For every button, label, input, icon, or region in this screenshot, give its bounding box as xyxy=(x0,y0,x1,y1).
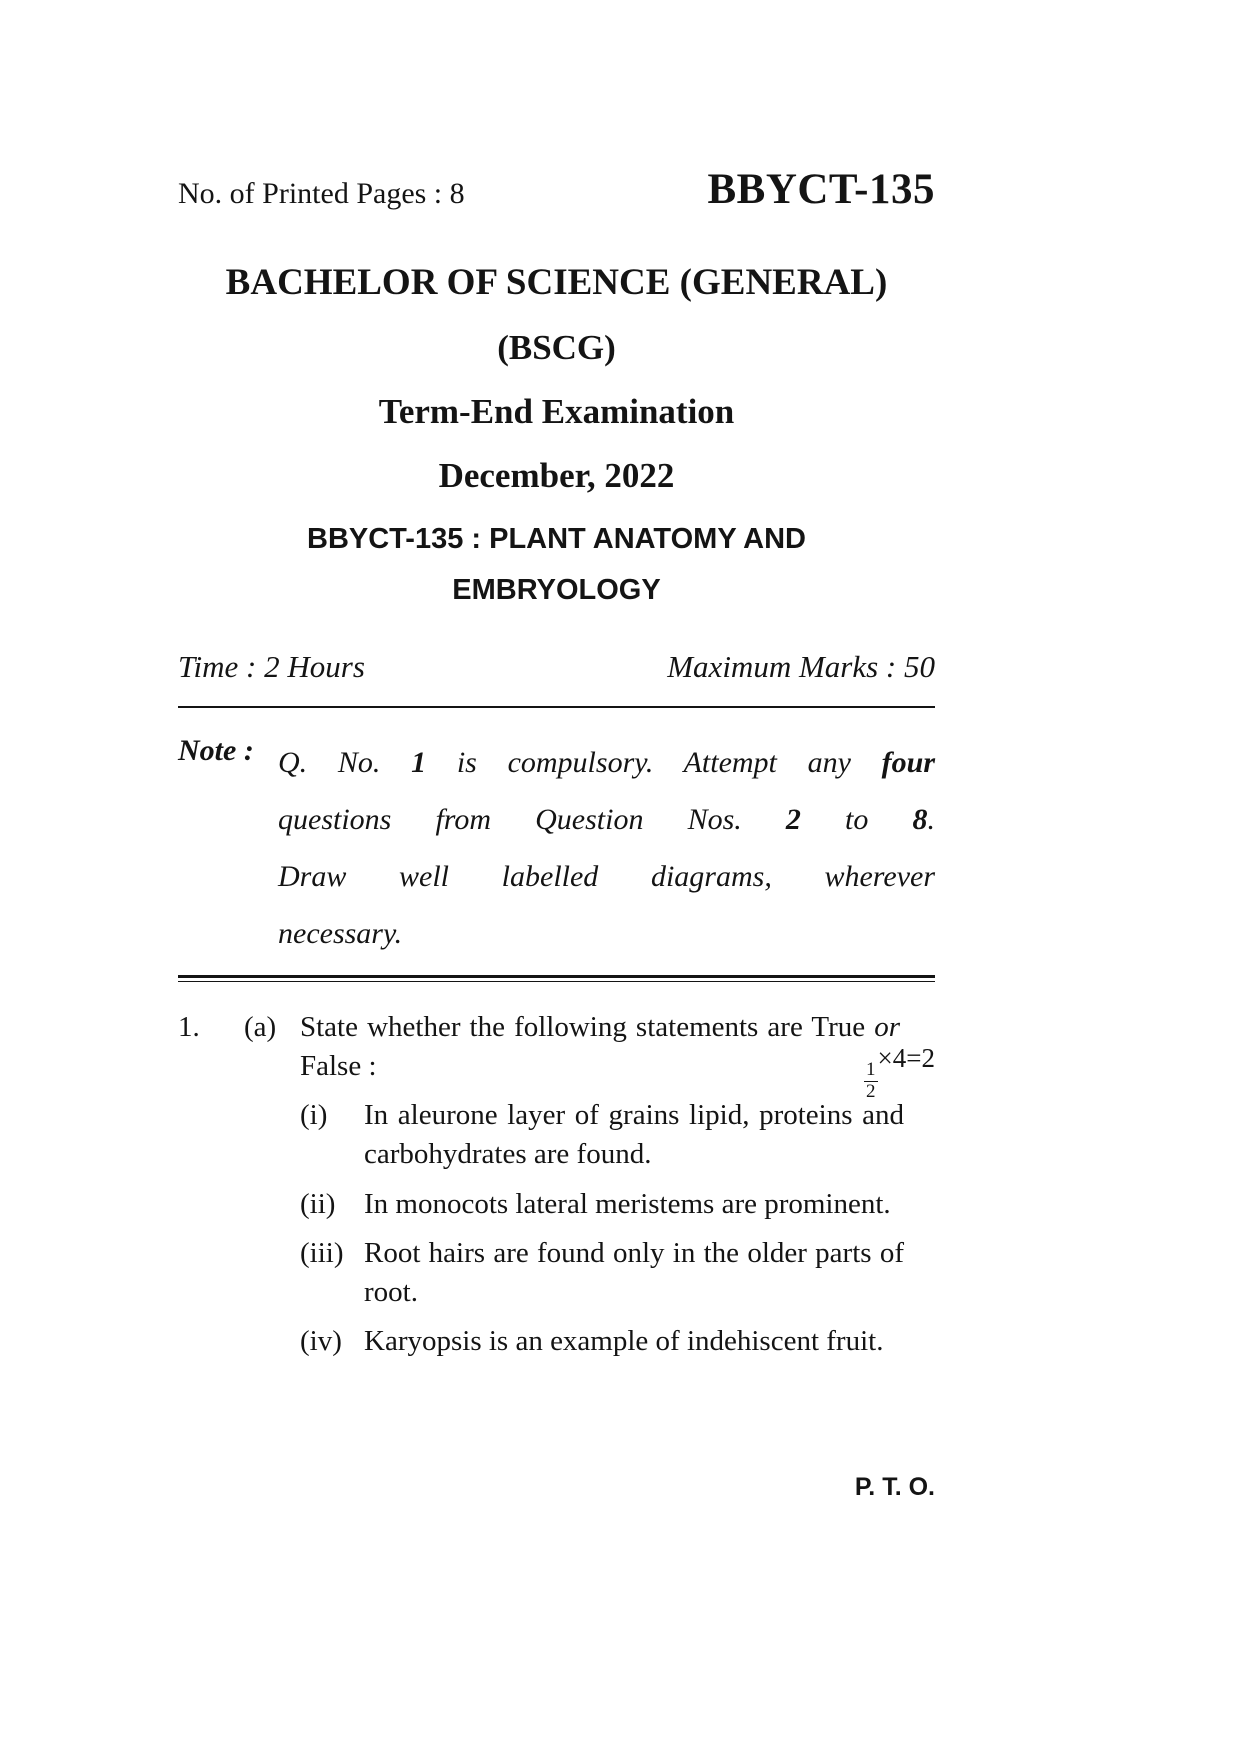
note-line-1 xyxy=(278,734,935,791)
note-body xyxy=(278,734,935,962)
fraction-denominator: 2 xyxy=(866,1080,876,1102)
note-text: is compulsory. Attempt any xyxy=(426,746,882,779)
time-allowed: Time : 2 Hours xyxy=(178,649,365,684)
question-text-italic: or xyxy=(874,1011,900,1043)
note-block xyxy=(178,734,935,962)
statement-item xyxy=(300,1096,935,1174)
statement-text: Karyopsis is an example of indehiscent fruit. xyxy=(364,1324,884,1357)
note-text: Q. No. xyxy=(278,746,412,779)
exam-session: December, 2022 xyxy=(438,456,675,495)
maximum-marks: Maximum Marks : 50 xyxy=(667,649,935,684)
question-text: State whether the following statements are True xyxy=(300,1011,875,1043)
note-text-bold: 2 xyxy=(785,803,801,836)
statement-text: In aleurone layer of grains lipid, proteins and carbohydrates are found. xyxy=(364,1099,904,1171)
exam-meta-row xyxy=(178,649,935,685)
horizontal-rule xyxy=(178,706,935,708)
question-text: False : xyxy=(300,1050,377,1083)
statement-label: (iv) xyxy=(300,1324,342,1357)
question-part-body xyxy=(300,1008,935,1361)
statement-label: (i) xyxy=(300,1099,328,1132)
page-turn-over-note: P. T. O. xyxy=(854,1473,935,1501)
question-1 xyxy=(178,1008,935,1361)
exam-title: Term-End Examination xyxy=(378,392,735,431)
degree-abbreviation: (BSCG) xyxy=(497,328,616,367)
note-text: to xyxy=(800,803,913,836)
subject-title-line-1: BBYCT-135 : PLANT ANATOMY AND xyxy=(307,523,806,555)
subject-title-line-2: EMBRYOLOGY xyxy=(452,574,661,606)
statement-item xyxy=(300,1234,935,1312)
statement-label: (ii) xyxy=(300,1187,336,1220)
title-block xyxy=(178,264,935,605)
note-text-bold: 8 xyxy=(912,803,928,836)
statement-item xyxy=(300,1322,935,1361)
note-line-3: Draw well labelled diagrams, wherever xyxy=(278,860,935,893)
statement-text: In monocots lateral meristems are prominent. xyxy=(364,1187,891,1220)
fraction-numerator: 1 xyxy=(866,1059,876,1080)
degree-title: BACHELOR OF SCIENCE (GENERAL) xyxy=(225,262,888,303)
header xyxy=(178,165,935,214)
marks-expression: ×4=2 xyxy=(877,1043,935,1073)
printed-pages-note: No. of Printed Pages : 8 xyxy=(178,177,465,210)
statement-label: (iii) xyxy=(300,1236,344,1269)
statement-text: Root hairs are found only in the older parts of root. xyxy=(364,1236,904,1308)
note-text-bold: four xyxy=(881,746,935,779)
double-horizontal-rule xyxy=(178,975,935,982)
statement-item xyxy=(300,1185,935,1224)
question-part-label: (a) xyxy=(244,1011,277,1043)
question-number: 1. xyxy=(178,1011,200,1043)
question-part-text xyxy=(300,1008,900,1086)
note-line-4: necessary. xyxy=(278,917,403,950)
note-text: . xyxy=(927,803,935,836)
note-line-2 xyxy=(278,791,935,848)
marks-allocation xyxy=(864,1040,935,1103)
note-text-bold: 1 xyxy=(411,746,427,779)
note-label: Note : xyxy=(178,734,254,767)
marks-fraction xyxy=(864,1060,878,1103)
note-text: questions from Question Nos. xyxy=(278,803,786,836)
paper-code: BBYCT-135 xyxy=(707,166,935,213)
